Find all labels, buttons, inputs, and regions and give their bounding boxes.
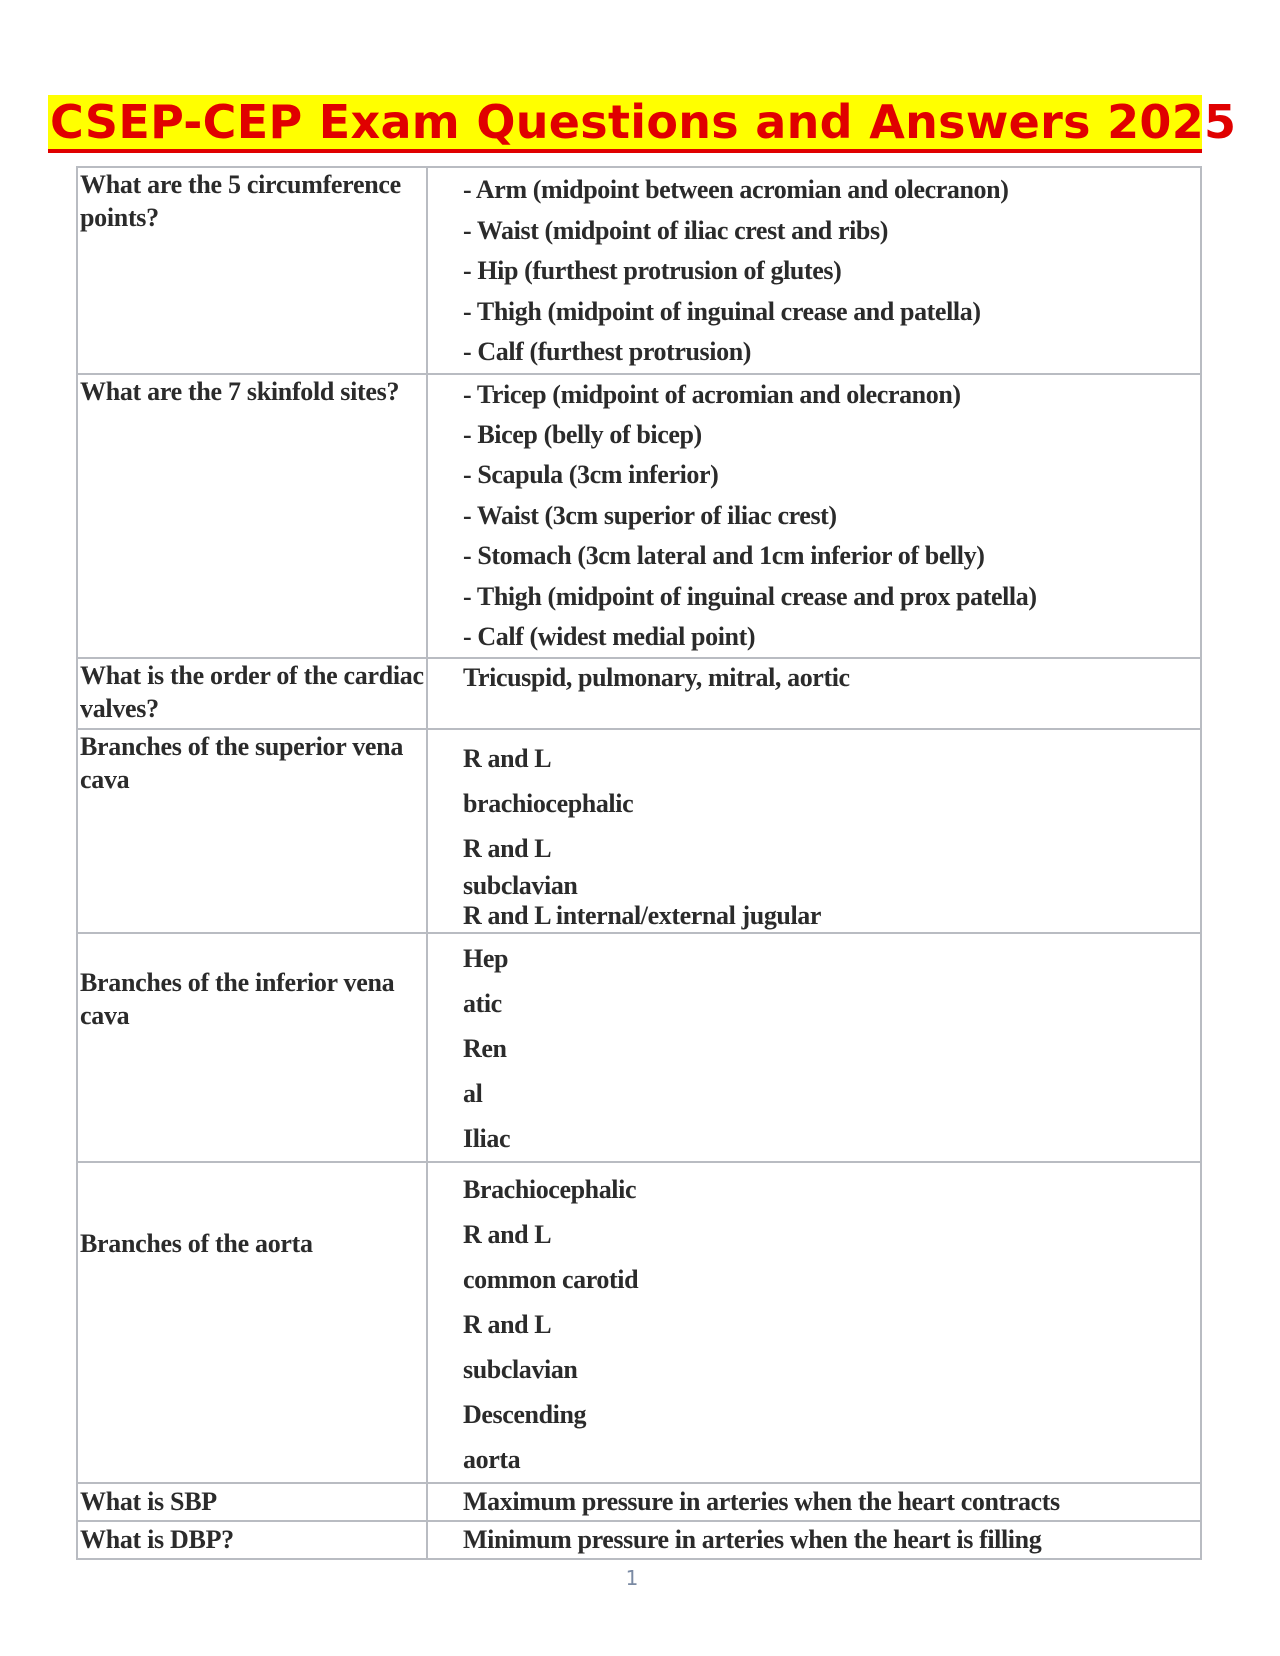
answer-line: R and L <box>463 834 552 864</box>
answer-cell <box>428 1163 1200 1482</box>
answer-line: Descending <box>463 1400 587 1430</box>
answer-line: - Bicep (belly of bicep) <box>463 419 702 449</box>
answer-line: Tricuspid, pulmonary, mitral, aortic <box>463 663 850 693</box>
answer-cell <box>428 659 1200 697</box>
answer-line: - Arm (midpoint between acromian and olecranon) <box>463 175 1009 204</box>
answer-line: Maximum pressure in arteries when the heart contracts <box>463 1487 1060 1517</box>
answer-line: - Calf (furthest protrusion) <box>463 337 752 366</box>
answer-line: - Calf (widest medial point) <box>463 621 756 651</box>
answer-line: aorta <box>463 1445 521 1475</box>
table-row <box>77 167 1201 374</box>
answer-line: Hep <box>463 944 509 974</box>
answer-line: R and L <box>463 744 552 774</box>
answer-line: - Waist (midpoint of iliac crest and ribs) <box>463 215 888 245</box>
question-cell: Branches of the inferior vena cava <box>80 968 395 1031</box>
answer-line: - Scapula (3cm inferior) <box>463 460 719 490</box>
question-cell: Branches of the aorta <box>80 1229 313 1259</box>
table-row <box>77 1483 1201 1521</box>
table-row <box>77 933 1201 1162</box>
answer-line: common carotid <box>463 1265 639 1295</box>
answer-cell <box>428 1522 1200 1558</box>
table-row <box>77 658 1201 729</box>
answer-cell <box>428 730 1200 931</box>
answer-line: subclavian <box>463 871 578 901</box>
answer-line: subclavian <box>463 1355 578 1385</box>
question-cell: What are the 5 circumference points? <box>80 170 401 232</box>
question-cell: What is the order of the cardiac valves? <box>80 661 424 724</box>
table-row <box>77 374 1201 659</box>
answer-cell <box>428 934 1200 1161</box>
table-row <box>77 1162 1201 1483</box>
document-title-block <box>48 95 1237 153</box>
answer-line: Ren <box>463 1034 507 1064</box>
answer-line: R and L internal/external jugular <box>463 901 822 931</box>
question-cell: What is DBP? <box>80 1525 234 1555</box>
answer-line: - Thigh (midpoint of inguinal crease and patella) <box>463 296 981 326</box>
document-title: CSEP-CEP Exam Questions and Answers 2025 <box>50 95 1237 149</box>
table-row <box>77 1521 1201 1559</box>
question-cell: What are the 7 skinfold sites? <box>80 376 400 406</box>
answer-line: al <box>463 1079 483 1109</box>
answer-line: - Thigh (midpoint of inguinal crease and prox patella) <box>463 581 1037 611</box>
answer-cell <box>428 375 1200 658</box>
answer-cell <box>428 1484 1200 1520</box>
answer-line: - Hip (furthest protrusion of glutes) <box>463 256 842 285</box>
answer-line: Brachiocephalic <box>463 1175 637 1205</box>
answer-line: brachiocephalic <box>463 789 634 819</box>
question-cell: Branches of the superior vena cava <box>80 732 404 795</box>
answer-line: Minimum pressure in arteries when the heart is filling <box>463 1525 1042 1555</box>
answer-line: - Waist (3cm superior of iliac crest) <box>463 500 837 530</box>
answer-cell <box>428 168 1200 373</box>
answer-line: - Tricep (midpoint of acromian and olecranon) <box>463 379 961 409</box>
title-underline <box>48 149 1202 153</box>
answer-line: Iliac <box>463 1124 511 1154</box>
qa-table <box>76 166 1202 1560</box>
answer-line: - Stomach (3cm lateral and 1cm inferior of belly) <box>463 541 985 571</box>
answer-line: atic <box>463 989 502 1019</box>
answer-line: R and L <box>463 1310 552 1340</box>
answer-line: R and L <box>463 1220 552 1250</box>
table-row <box>77 729 1201 933</box>
page-number: 1 <box>625 1566 639 1590</box>
question-cell: What is SBP <box>80 1487 217 1517</box>
